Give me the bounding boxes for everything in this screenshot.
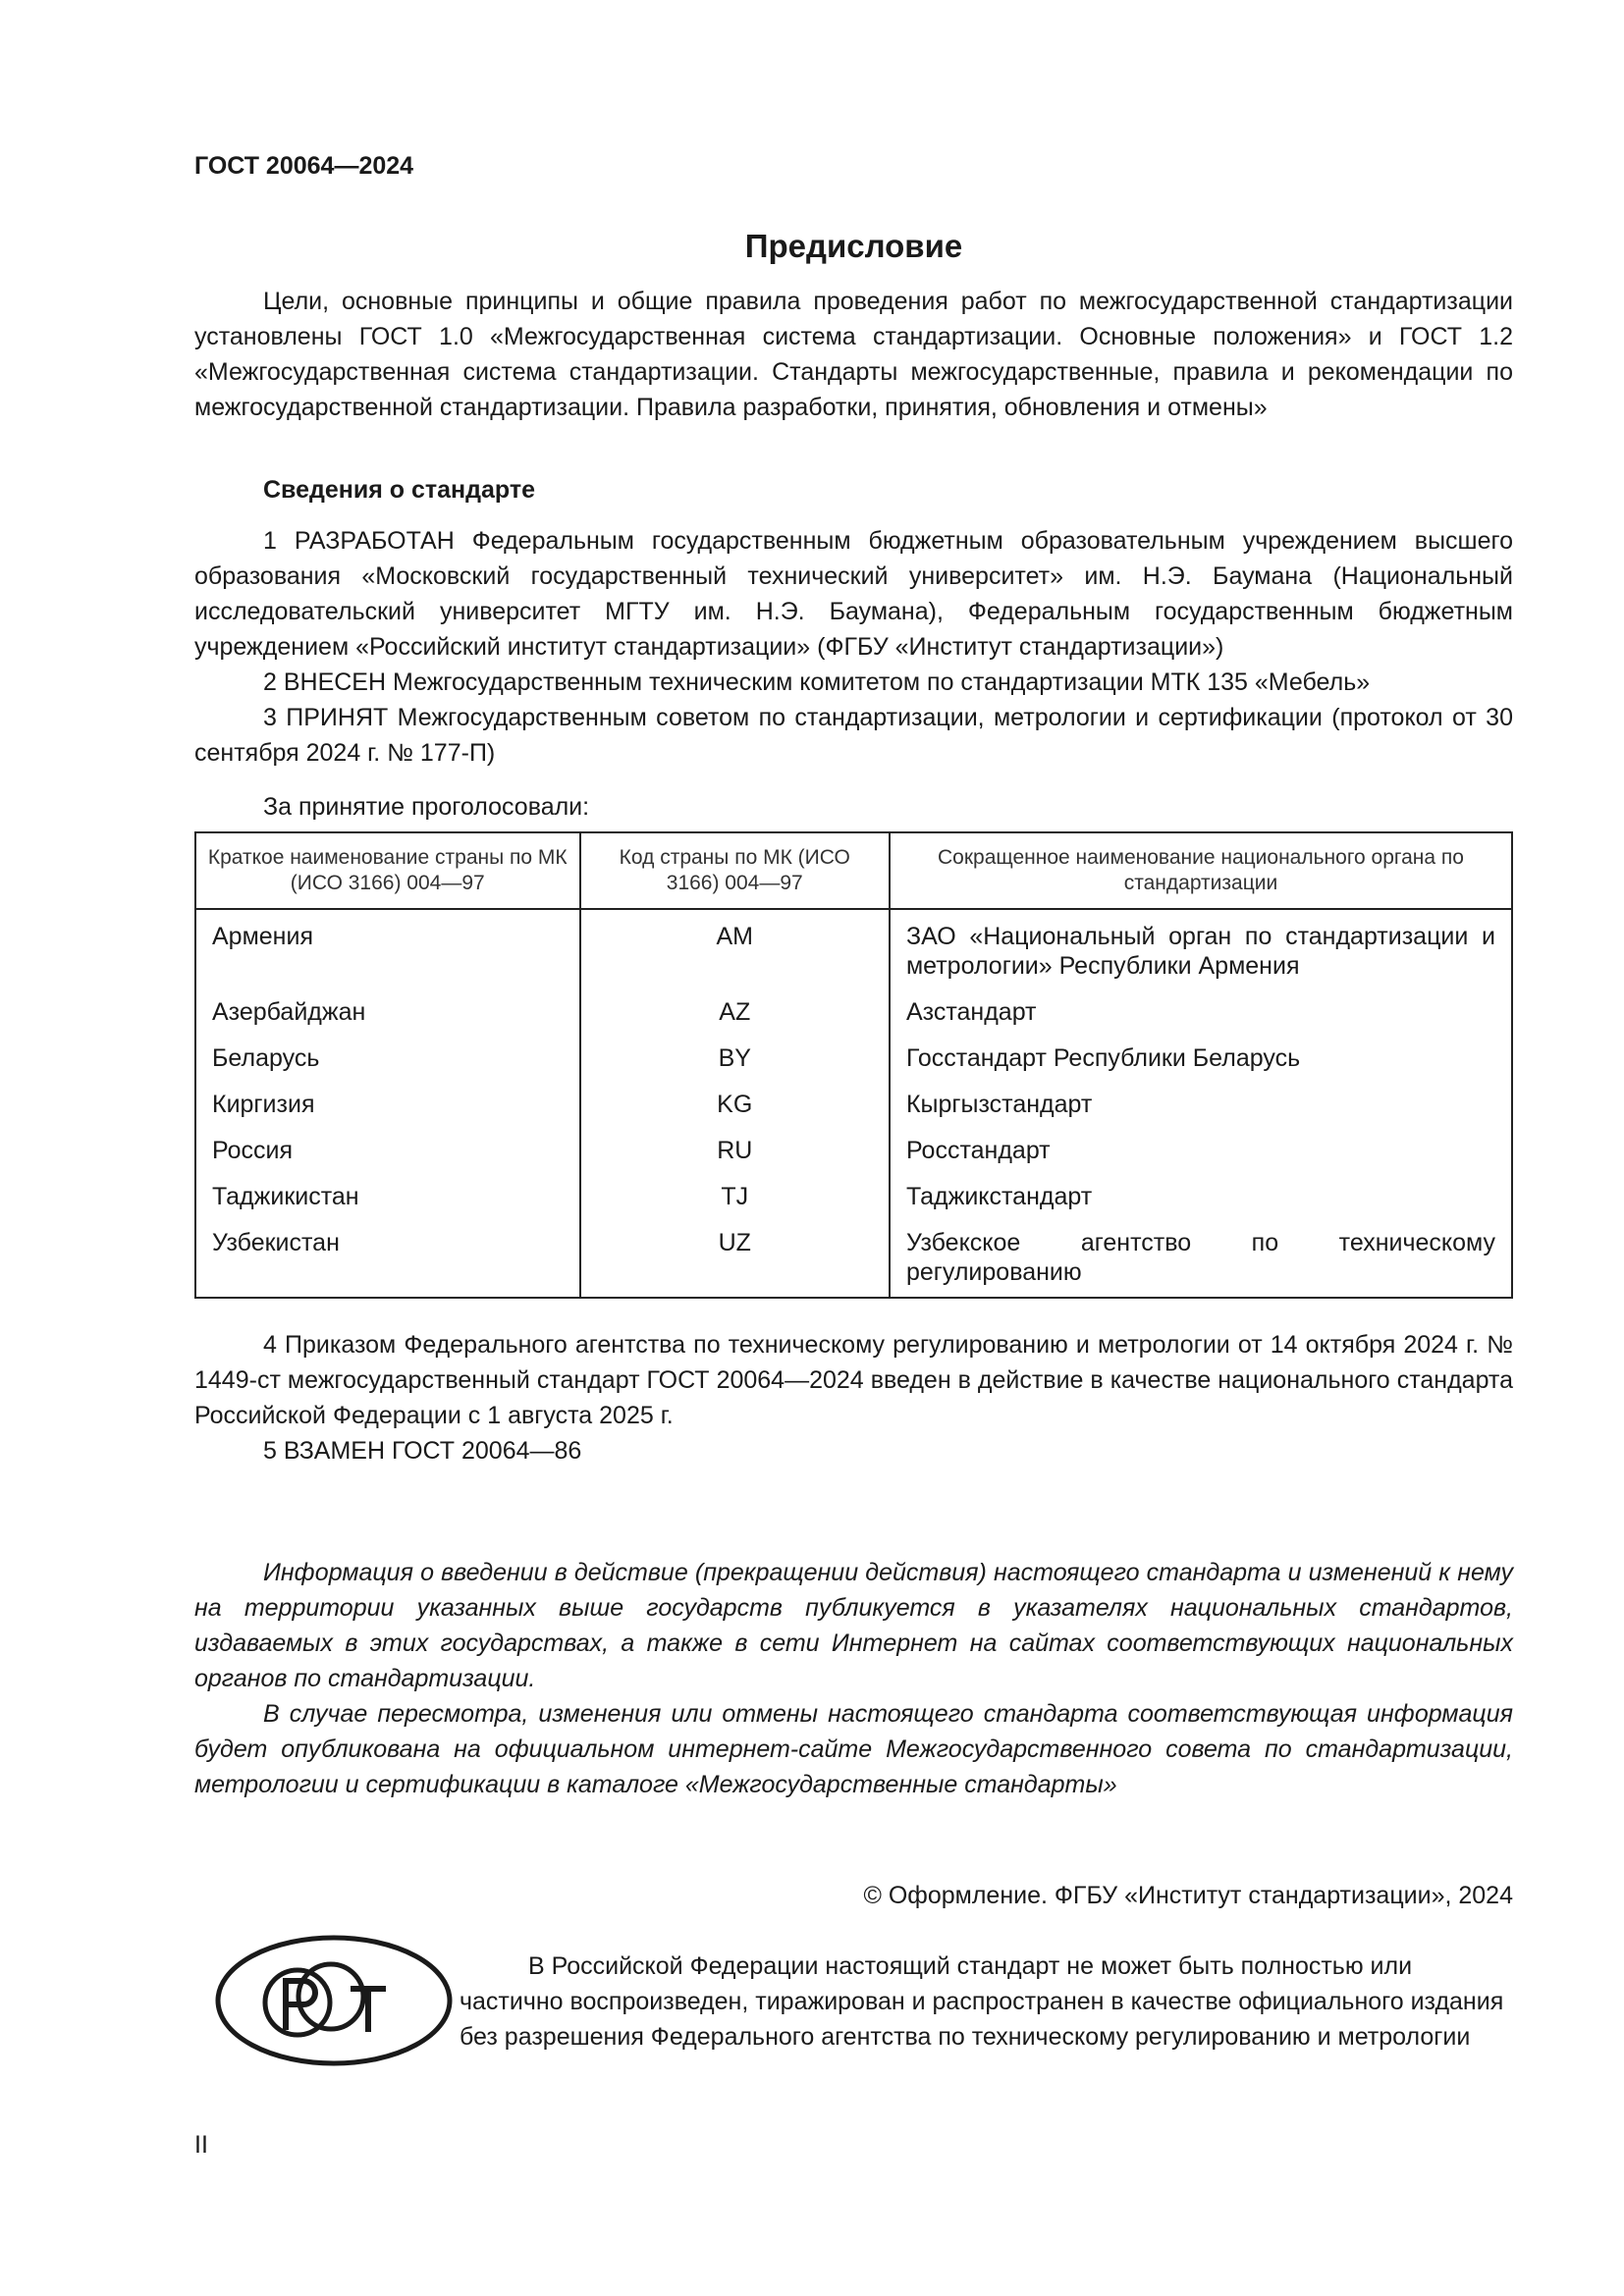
standard-info-items (194, 523, 1513, 771)
code-cell: RU (580, 1127, 890, 1173)
table-header-row (195, 832, 1512, 909)
header-national-body: Сокращенное наименование национального органа по стандартизации (890, 832, 1512, 909)
info-item-1: 1 РАЗРАБОТАН Федеральным государственным бюджетным образовательным учреждением высшего образования «Московский государственный технический университет» им. Н.Э. Баумана (Национальный исследовательский университет МГТУ им. Н.Э. Баумана), Федеральным государственным бюджетным учреждением «Российский институт стандартизации» (ФГБУ «Институт стандартизации») (194, 527, 1513, 661)
code-cell: AZ (580, 988, 890, 1035)
notice-text: В Российской Федерации настоящий стандарт не может быть полностью или частично воспроизведен, тиражирован и распространен в качестве официального издания без разрешения Федерального агентства по техническому регулированию и метрологии (460, 1952, 1504, 2051)
document-designation: ГОСТ 20064—2024 (194, 152, 414, 180)
country-cell: Азербайджан (195, 988, 580, 1035)
table-row (195, 1127, 1512, 1173)
table-row (195, 1081, 1512, 1127)
standard-info-items-continued (194, 1327, 1513, 1468)
country-cell: Узбекистан (195, 1219, 580, 1298)
table-row (195, 988, 1512, 1035)
table-row (195, 909, 1512, 988)
standard-info-heading: Сведения о стандарте (263, 476, 536, 504)
voting-countries-table (194, 831, 1513, 1299)
body-cell: Госстандарт Республики Беларусь (890, 1035, 1512, 1081)
page-number: II (194, 2131, 208, 2159)
copyright-line: © Оформление. ФГБУ «Институт стандартизации», 2024 (863, 1882, 1513, 1909)
body-cell: Узбекское агентство по техническому регулированию (890, 1219, 1512, 1298)
table-row (195, 1035, 1512, 1081)
country-cell: Армения (195, 909, 580, 988)
body-cell: Таджикстандарт (890, 1173, 1512, 1219)
body-cell: Азстандарт (890, 988, 1512, 1035)
info-item-2: 2 ВНЕСЕН Межгосударственным техническим комитетом по стандартизации МТК 135 «Мебель» (263, 668, 1371, 696)
code-cell: BY (580, 1035, 890, 1081)
table-row (195, 1173, 1512, 1219)
country-cell: Россия (195, 1127, 580, 1173)
code-cell: UZ (580, 1219, 890, 1298)
rst-certification-mark-icon (211, 1932, 457, 2069)
page-title: Предисловие (744, 228, 963, 264)
country-cell: Киргизия (195, 1081, 580, 1127)
body-cell: ЗАО «Национальный орган по стандартизации и метрологии» Республики Армения (890, 909, 1512, 988)
voted-label: За принятие проголосовали: (263, 793, 590, 821)
foreword-paragraph: Цели, основные принципы и общие правила проведения работ по межгосударственной стандартизации установлены ГОСТ 1.0 «Межгосударственная система стандартизации. Основные положения» и ГОСТ 1.2 «Межгосударственная система стандартизации. Стандарты межгосударственные, правила и рекомендации по межгосударственной стандартизации. Правила разработки, принятия, обновления и отмены» (194, 288, 1513, 421)
code-cell: KG (580, 1081, 890, 1127)
reproduction-notice (460, 1949, 1513, 2055)
notes-section (194, 1555, 1513, 1802)
info-item-4: 4 Приказом Федерального агентства по техническому регулированию и метрологии от 14 октября 2024 г. № 1449-ст межгосударственный стандарт ГОСТ 20064—2024 введен в действие в качестве национального стандарта Российской Федерации с 1 августа 2025 г. (194, 1331, 1513, 1429)
header-country-code: Код страны по МК (ИСО 3166) 004—97 (580, 832, 890, 909)
info-item-3: 3 ПРИНЯТ Межгосударственным советом по стандартизации, метрологии и сертификации (протокол от 30 сентября 2024 г. № 177-П) (194, 704, 1513, 767)
note-paragraph-2: В случае пересмотра, изменения или отмены настоящего стандарта соответствующая информация будет опубликована на официальном интернет-сайте Межгосударственного совета по стандартизации, метрологии и сертификации в каталоге «Межгосударственные стандарты» (194, 1700, 1513, 1798)
country-cell: Таджикистан (195, 1173, 580, 1219)
header-country-name: Краткое наименование страны по МК (ИСО 3166) 004—97 (195, 832, 580, 909)
code-cell: AM (580, 909, 890, 988)
country-cell: Беларусь (195, 1035, 580, 1081)
foreword-section (194, 284, 1513, 425)
code-cell: TJ (580, 1173, 890, 1219)
info-item-5: 5 ВЗАМЕН ГОСТ 20064—86 (263, 1437, 582, 1465)
note-paragraph-1: Информация о введении в действие (прекращении действия) настоящего стандарта и изменений к нему на территории указанных выше государств публикуется в указателях национальных стандартов, издаваемых в этих государствах, а также в сети Интернет на сайтах соответствующих национальных органов по стандартизации. (194, 1559, 1513, 1692)
table-row (195, 1219, 1512, 1298)
body-cell: Росстандарт (890, 1127, 1512, 1173)
body-cell: Кыргызстандарт (890, 1081, 1512, 1127)
